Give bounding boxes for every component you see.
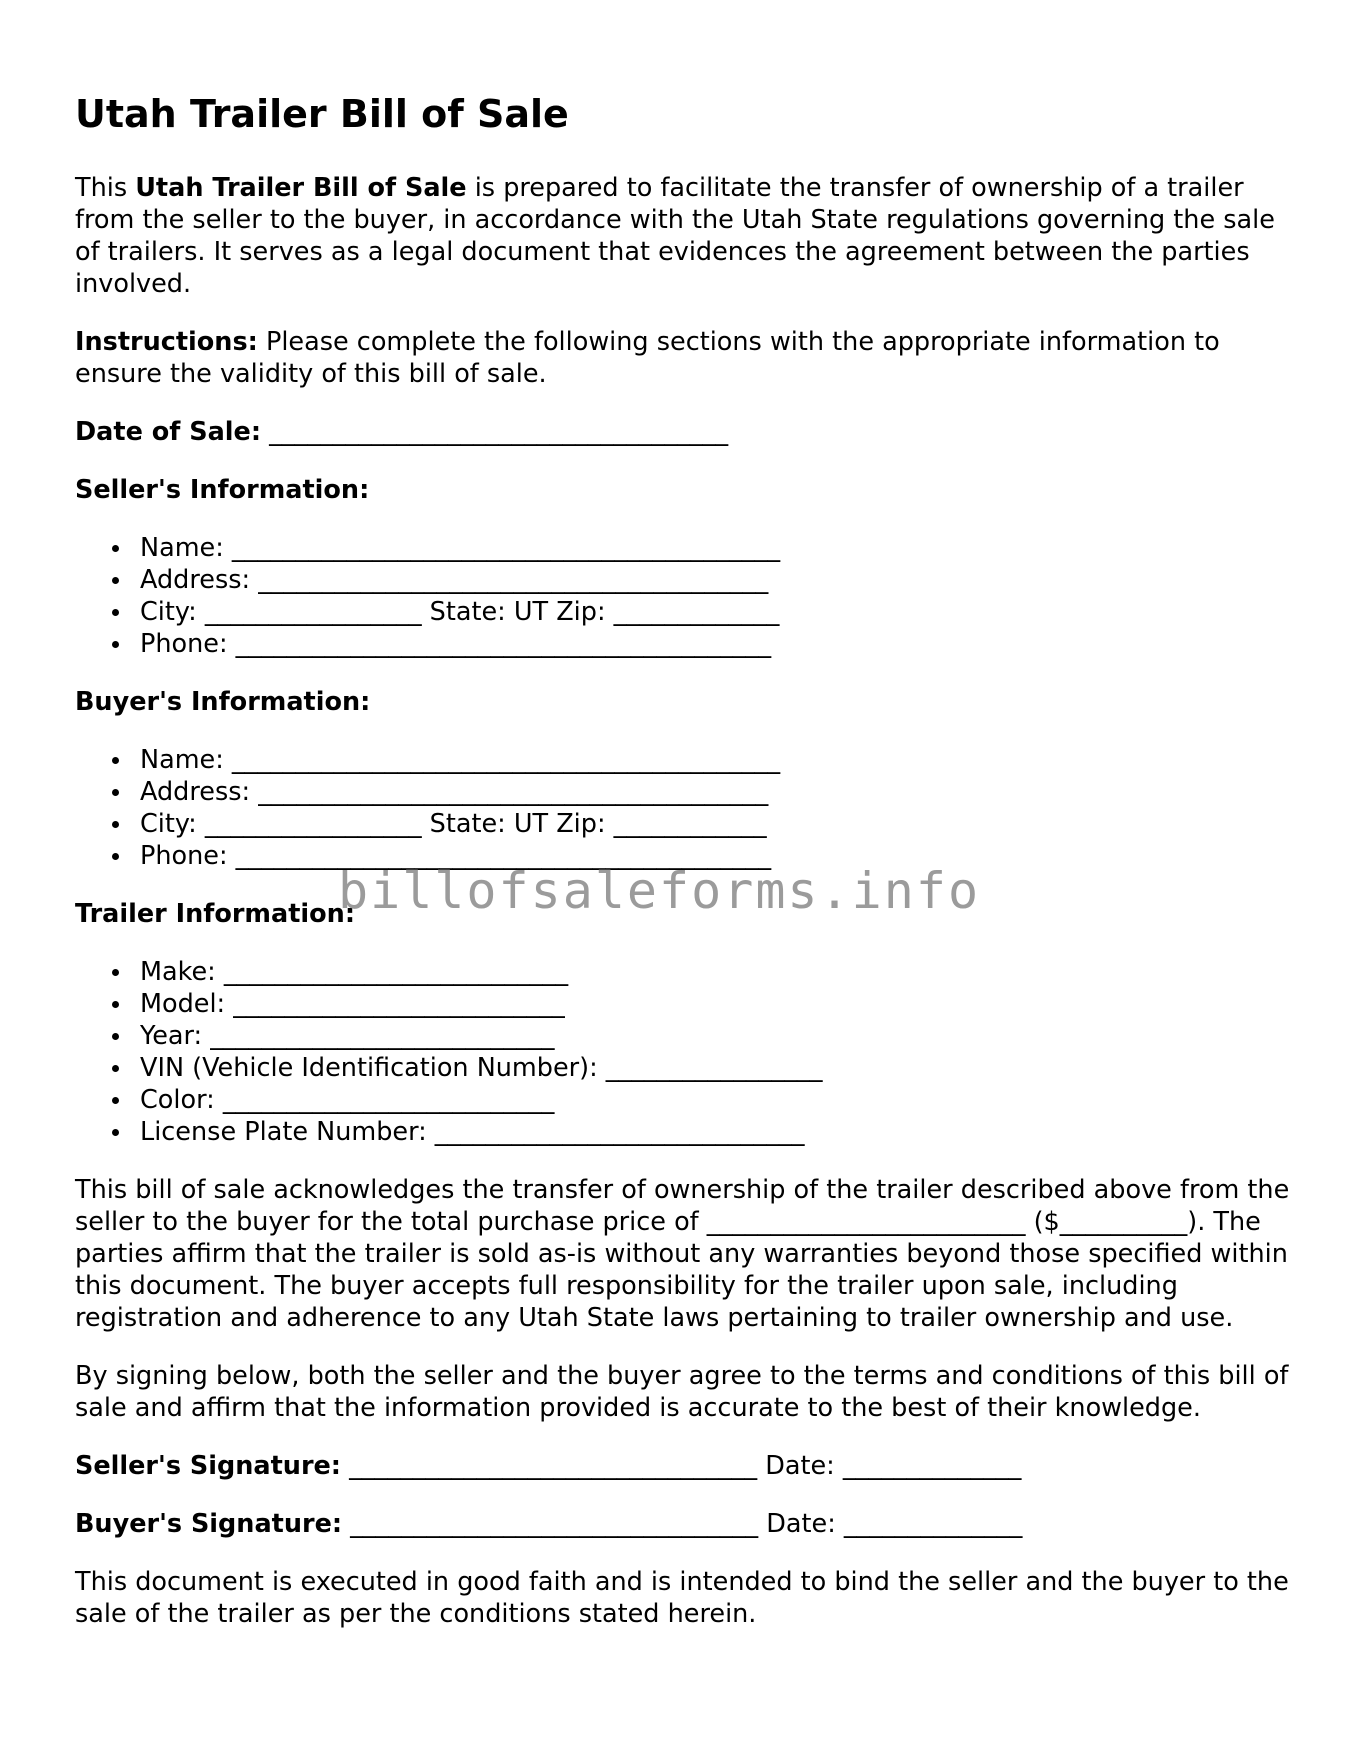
seller-heading: Seller's Information: <box>75 474 370 505</box>
trailer-list <box>75 956 1295 1148</box>
trailer-heading: Trailer Information: <box>75 898 356 929</box>
seller-signature-line <box>75 1450 1295 1482</box>
instructions-text: Please complete the following sections with the appropriate information to ensure the validity of this bill of sale. <box>75 326 1220 389</box>
buyer-city-field[interactable]: City: _________________ State: UT Zip: ____________ <box>140 808 1295 840</box>
seller-signature-field[interactable]: ________________________________ Date: ______________ <box>341 1450 1022 1481</box>
buyer-signature-line <box>75 1508 1295 1540</box>
buyer-list <box>75 744 1295 872</box>
buyer-name-field[interactable]: Name: ___________________________________________ <box>140 744 1295 776</box>
seller-name-field[interactable]: Name: ___________________________________________ <box>140 532 1295 564</box>
buyer-signature-label: Buyer's Signature: <box>75 1508 343 1539</box>
seller-address-field[interactable]: Address: ________________________________________ <box>140 564 1295 596</box>
date-of-sale-field[interactable]: ____________________________________ <box>261 416 729 447</box>
buyer-heading: Buyer's Information: <box>75 686 371 717</box>
intro-rest: is prepared to facilitate the transfer of ownership of a trailer from the seller to the buyer, in accordance with the Utah State regulations governing the sale of trailers. It serves as a legal document that evidences the agreement between the parties involved. <box>75 172 1275 299</box>
instructions-paragraph <box>75 326 1295 390</box>
intro-bold: Utah Trailer Bill of Sale <box>135 172 467 203</box>
intro-prefix: This <box>75 172 136 203</box>
seller-list <box>75 532 1295 660</box>
intro-paragraph <box>75 172 1295 300</box>
acknowledgement-paragraph: This bill of sale acknowledges the transfer of ownership of the trailer described above from the seller to the buyer for the total purchase price of _________________________ ($__________). The parties affirm that the trailer is sold as-is without any warranties beyond those specified within this document. The buyer accepts full responsibility for the trailer upon sale, including registration and adherence to any Utah State laws pertaining to trailer ownership and use. <box>75 1174 1290 1333</box>
buyer-signature-field[interactable]: ________________________________ Date: ______________ <box>342 1508 1023 1539</box>
instructions-label: Instructions: <box>75 326 258 357</box>
trailer-plate-field[interactable]: License Plate Number: _____________________________ <box>140 1116 1295 1148</box>
watermark: billofsaleforms.info <box>338 862 981 920</box>
date-of-sale <box>75 416 1295 448</box>
page-title: Utah Trailer Bill of Sale <box>75 92 569 136</box>
agreement-paragraph: By signing below, both the seller and the buyer agree to the terms and conditions of this bill of sale and affirm that the information provided is accurate to the best of their knowledge. <box>75 1360 1289 1423</box>
seller-phone-field[interactable]: Phone: __________________________________________ <box>140 628 1295 660</box>
trailer-make-field[interactable]: Make: ___________________________ <box>140 956 1295 988</box>
closing-paragraph: This document is executed in good faith and is intended to bind the seller and the buyer to the sale of the trailer as per the conditions stated herein. <box>75 1566 1289 1629</box>
trailer-color-field[interactable]: Color: __________________________ <box>140 1084 1295 1116</box>
buyer-phone-field[interactable]: Phone: __________________________________________ <box>140 840 1295 872</box>
seller-city-field[interactable]: City: _________________ State: UT Zip: _____________ <box>140 596 1295 628</box>
trailer-vin-field[interactable]: VIN (Vehicle Identification Number): _________________ <box>140 1052 1295 1084</box>
seller-signature-label: Seller's Signature: <box>75 1450 342 1481</box>
date-of-sale-label: Date of Sale: <box>75 416 262 447</box>
buyer-address-field[interactable]: Address: ________________________________________ <box>140 776 1295 808</box>
trailer-year-field[interactable]: Year: ___________________________ <box>140 1020 1295 1052</box>
trailer-model-field[interactable]: Model: __________________________ <box>140 988 1295 1020</box>
